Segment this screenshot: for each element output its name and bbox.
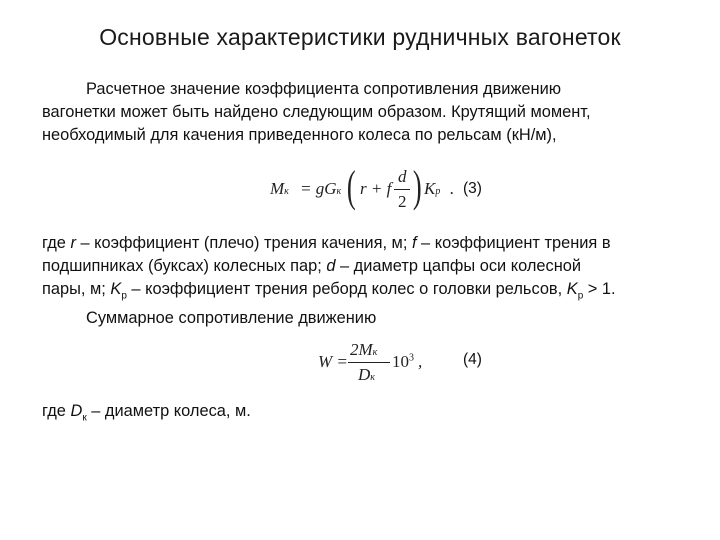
formula1-kp: Kp [424,179,441,198]
formula1-tail: . [450,179,455,198]
formula1-lhs: Mк [270,179,289,198]
intro-paragraph [42,78,682,147]
slide-title: Основные характеристики рудничных вагонеток [99,24,621,50]
formula1-r-plus-f: r + f [360,179,392,198]
formula-torque [270,162,460,215]
formula2-number: (4) [463,351,482,368]
formula2-fraction-bar [348,362,390,363]
formula1-close-paren: ) [412,162,422,211]
where-line-3: пары, м; $K_р$ – коэффициент трения реборд колес о головки рельсов, $K_р > 1$. [42,280,616,302]
formula2-denominator: Dк [358,365,375,384]
formula-resistance [318,338,428,388]
where-paragraph [42,232,682,330]
formula2-factor: $10^3$ [392,352,414,371]
formula1-eq: = gGк [300,179,342,198]
formula2-numerator: 2Mк [350,340,378,359]
formula1-numerator: d [398,167,407,186]
formula2-lhs: W = [318,352,348,371]
last-line: где $D_к$ – диаметр колеса, м. [42,402,251,424]
intro-line-1: Расчетное значение коэффициента сопротивления движению [86,80,562,98]
formula1-number: (3) [463,180,482,197]
intro-line-3: необходимый для качения приведенного колеса по рельсам (кН/м), [42,126,557,144]
sum-line: Суммарное сопротивление движению [86,309,377,328]
formula2-tail: , [418,352,423,371]
intro-line-2: вагонетки может быть найдено следующим образом. Крутящий момент, [42,103,591,121]
formula1-denominator: 2 [398,192,407,211]
formula1-fraction-bar [394,189,410,190]
where-line-1: где r – коэффициент (плечо) трения качения, м; f – коэффициент трения в [42,234,611,252]
where-line-2: подшипниках (буксах) колесных пар; d – диаметр цапфы оси колесной [42,257,582,275]
last-paragraph [42,400,682,429]
formula1-open-paren: ( [346,162,356,211]
